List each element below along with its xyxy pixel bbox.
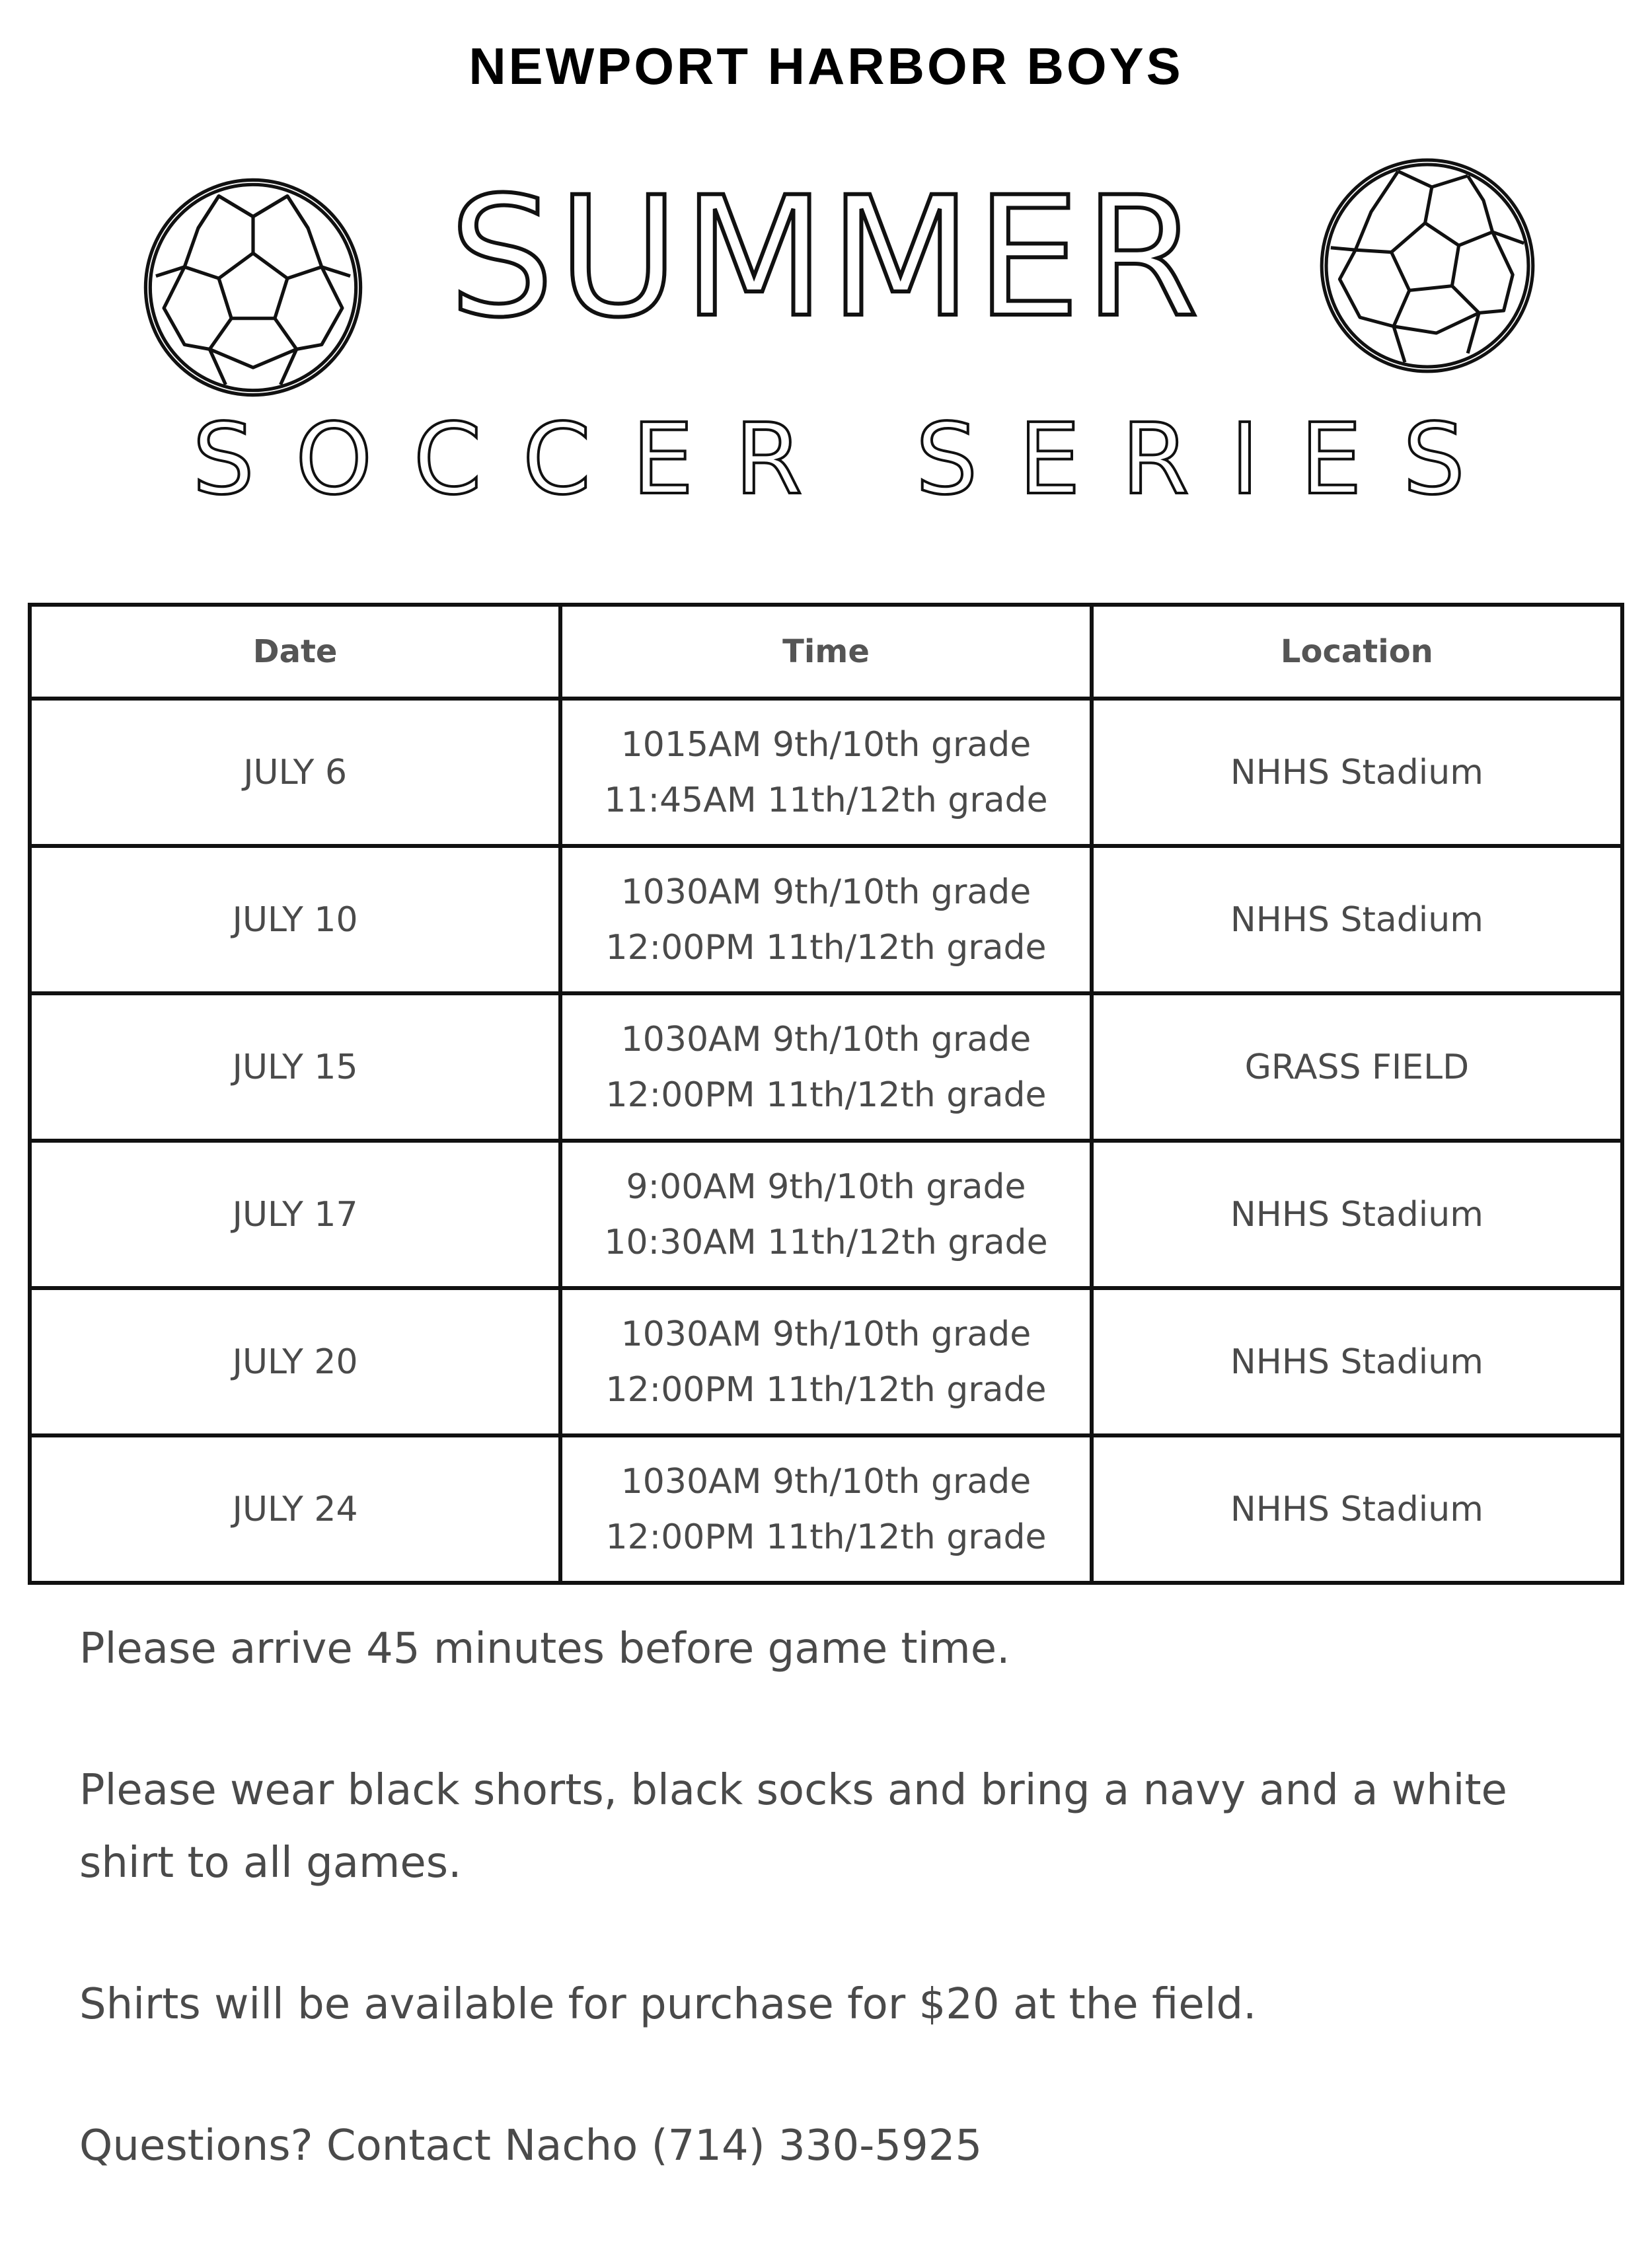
cell-time xyxy=(560,699,1091,846)
table-header-row xyxy=(30,605,1622,699)
time-line: 1015AM 9th/10th grade xyxy=(620,724,1032,765)
time-line: 12:00PM 11th/12th grade xyxy=(605,1369,1047,1410)
time-line: 1030AM 9th/10th grade xyxy=(620,1314,1032,1354)
cell-location: NHHS Stadium xyxy=(1092,1435,1622,1583)
time-line: 11:45AM 11th/12th grade xyxy=(604,780,1048,820)
cell-location: NHHS Stadium xyxy=(1092,846,1622,993)
table-row xyxy=(30,993,1622,1141)
time-line: 1030AM 9th/10th grade xyxy=(620,872,1032,912)
cell-date: JULY 20 xyxy=(30,1288,560,1435)
cell-time xyxy=(560,1288,1091,1435)
flyer-subtitle: SOCCER SERIES xyxy=(192,402,1506,516)
time-line: 1030AM 9th/10th grade xyxy=(620,1461,1032,1502)
cell-time xyxy=(560,1435,1091,1583)
column-header-time: Time xyxy=(560,605,1091,699)
time-line: 10:30AM 11th/12th grade xyxy=(604,1222,1048,1262)
flyer-kicker: NEWPORT HARBOR BOYS xyxy=(469,37,1183,95)
time-line: 12:00PM 11th/12th grade xyxy=(605,1517,1047,1557)
time-line: 12:00PM 11th/12th grade xyxy=(605,1075,1047,1115)
cell-date: JULY 24 xyxy=(30,1435,560,1583)
table-row xyxy=(30,846,1622,993)
note-shirts: Shirts will be available for purchase for $20 at the field. xyxy=(79,1980,1257,2029)
cell-time xyxy=(560,993,1091,1141)
table-row xyxy=(30,1288,1622,1435)
cell-date: JULY 15 xyxy=(30,993,560,1141)
table-row xyxy=(30,1141,1622,1288)
time-line: 12:00PM 11th/12th grade xyxy=(605,927,1047,968)
note-arrive: Please arrive 45 minutes before game time. xyxy=(79,1624,1010,1673)
cell-date: JULY 17 xyxy=(30,1141,560,1288)
cell-time xyxy=(560,846,1091,993)
cell-location: GRASS FIELD xyxy=(1092,993,1622,1141)
flyer-notes xyxy=(79,1613,1599,2251)
column-header-location: Location xyxy=(1092,605,1622,699)
table-row xyxy=(30,699,1622,846)
cell-location: NHHS Stadium xyxy=(1092,1288,1622,1435)
cell-location: NHHS Stadium xyxy=(1092,1141,1622,1288)
cell-date: JULY 6 xyxy=(30,699,560,846)
time-line: 9:00AM 9th/10th grade xyxy=(626,1166,1026,1207)
note-contact: Questions? Contact Nacho (714) 330-5925 xyxy=(79,2121,983,2170)
flyer-title: SUMMER xyxy=(449,161,1203,354)
cell-time xyxy=(560,1141,1091,1288)
time-line: 1030AM 9th/10th grade xyxy=(620,1019,1032,1059)
note-attire: Please wear black shorts, black socks and bring a navy and a white shirt to all games. xyxy=(79,1766,1507,1888)
cell-location: NHHS Stadium xyxy=(1092,699,1622,846)
column-header-date: Date xyxy=(30,605,560,699)
cell-date: JULY 10 xyxy=(30,846,560,993)
table-row xyxy=(30,1435,1622,1583)
schedule-table xyxy=(28,603,1624,1585)
